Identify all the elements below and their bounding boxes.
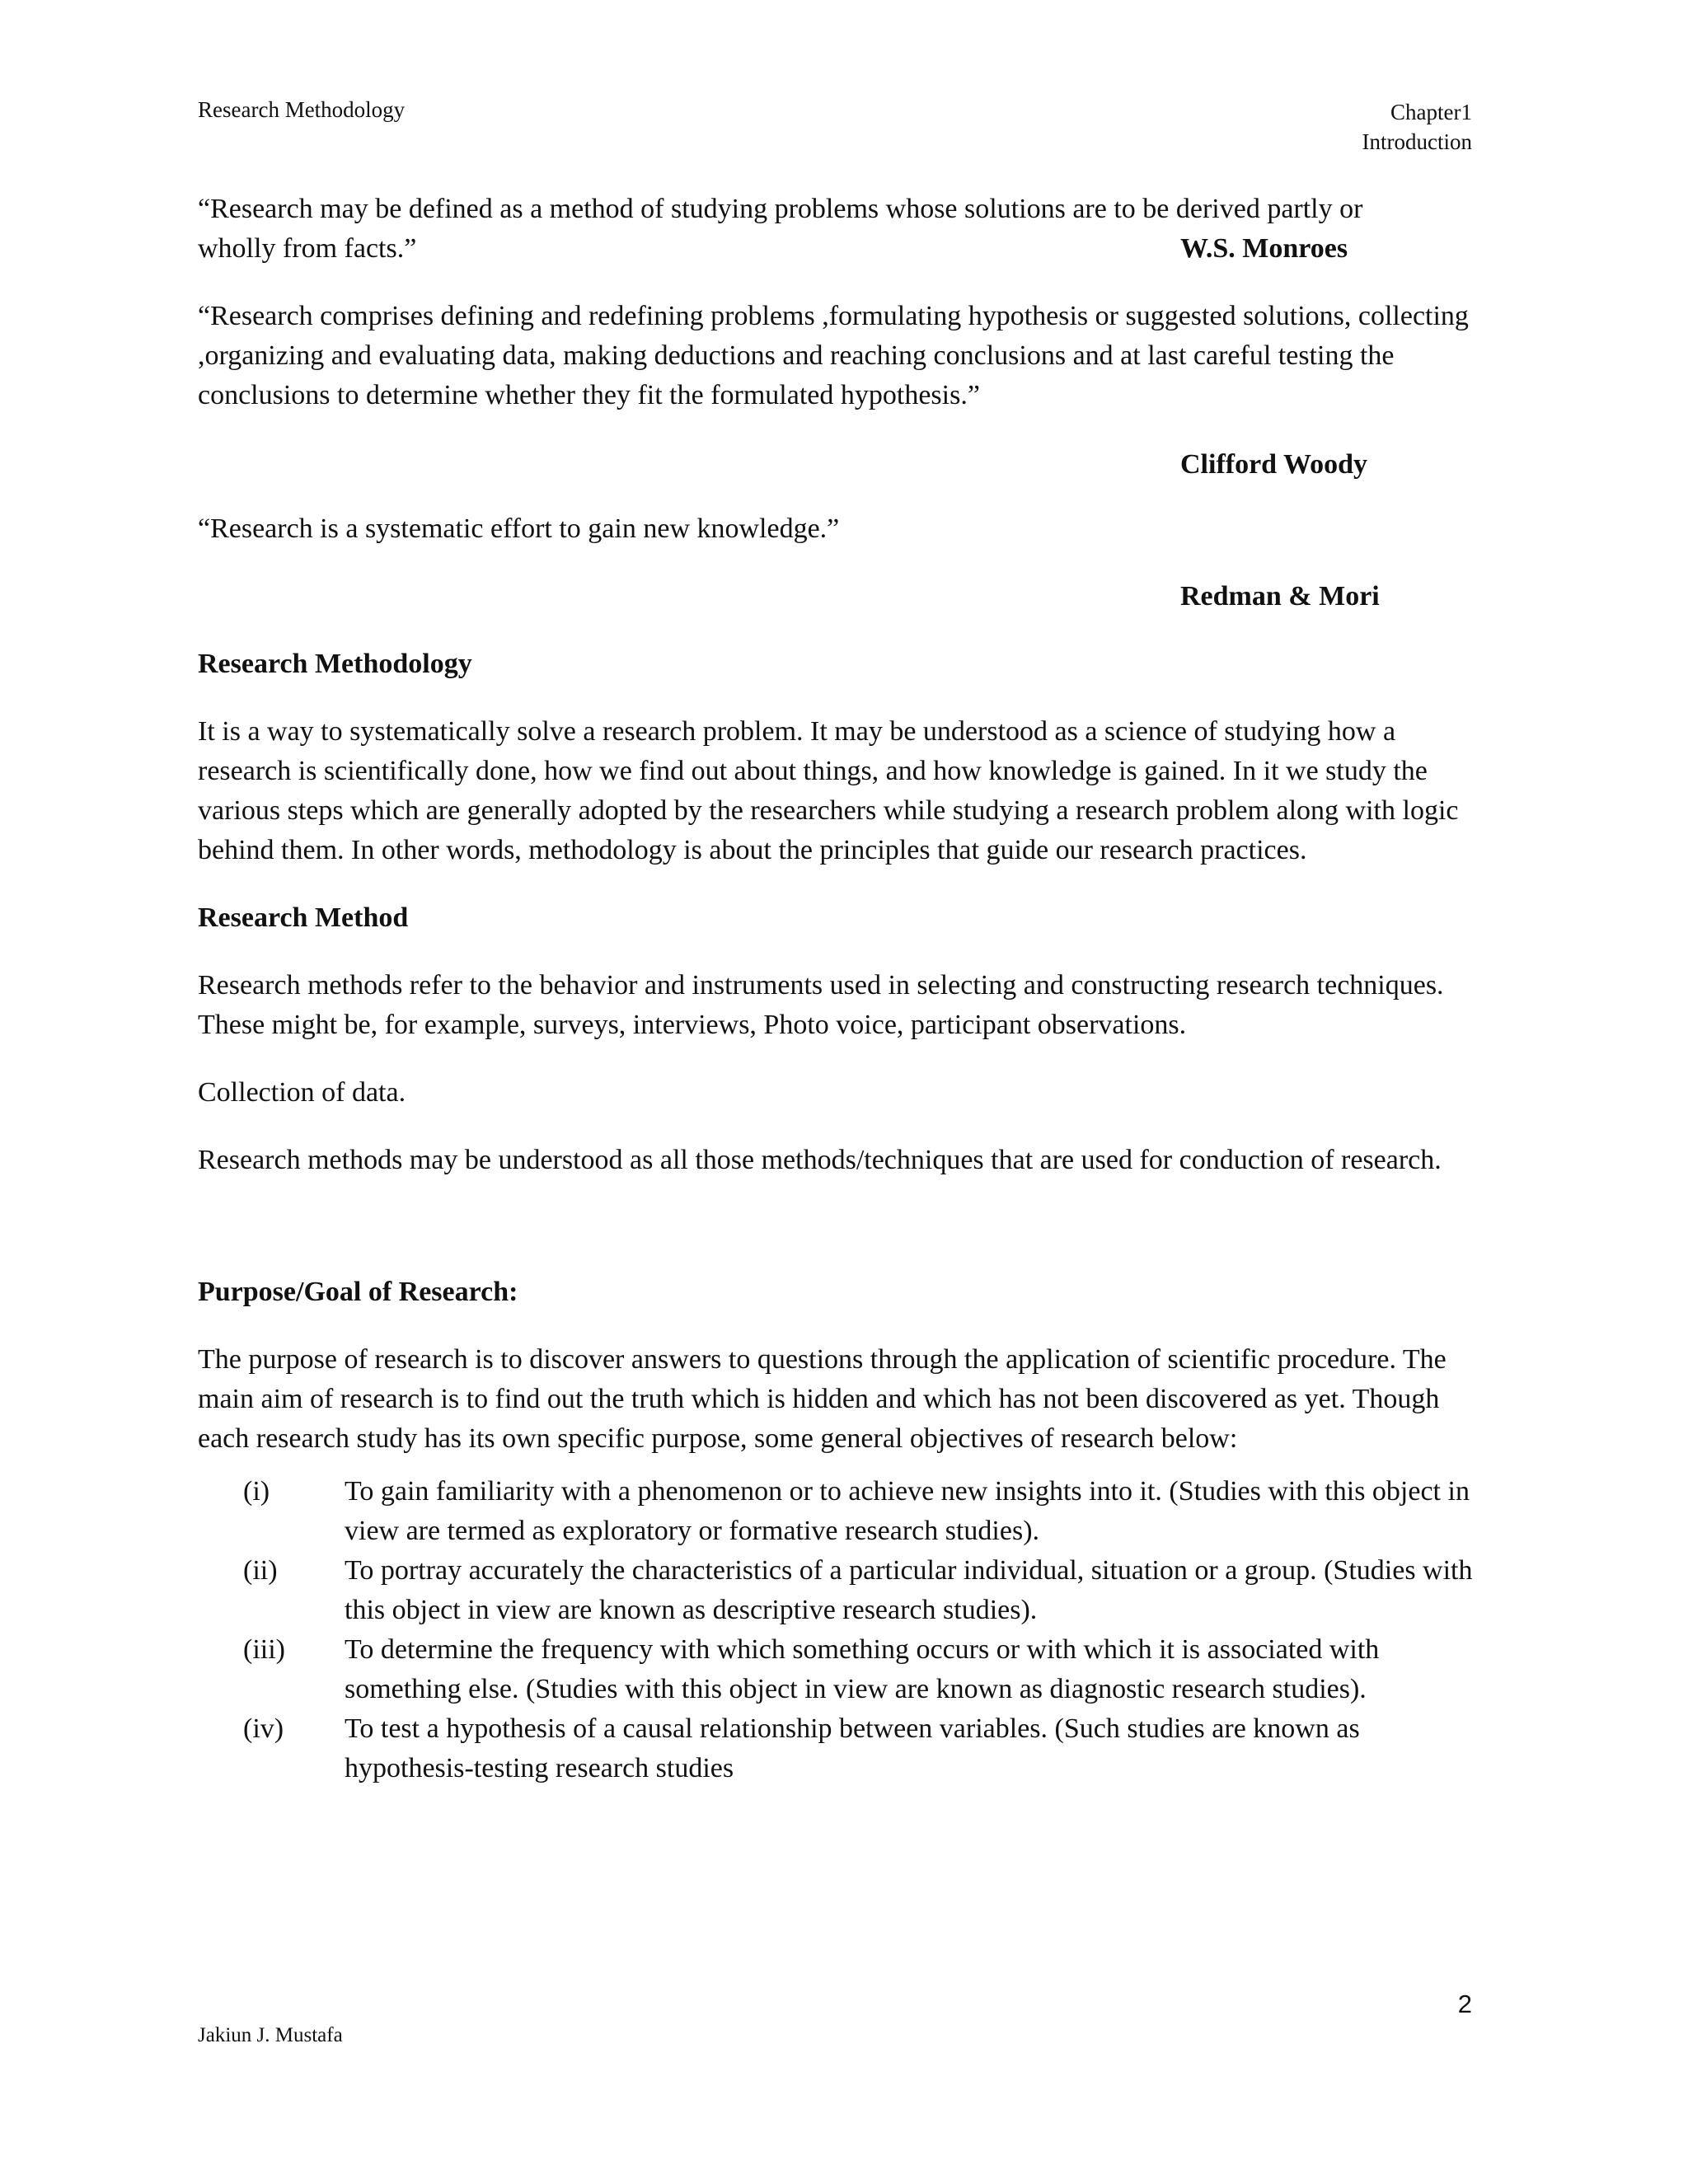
list-item-text: To test a hypothesis of a causal relationship between variables. (Such studies are known as hypothesis-testing research studies <box>345 1713 1360 1783</box>
quote-text: “Research is a systematic effort to gain new knowledge.” <box>198 513 840 544</box>
running-header-chapter <box>1362 97 1472 157</box>
list-item <box>198 1551 1484 1630</box>
list-item <box>198 1472 1484 1551</box>
section-heading-methodology: Research Methodology <box>198 649 472 679</box>
section-heading-method: Research Method <box>198 902 409 933</box>
list-item-text: To determine the frequency with which something occurs or with which it is associated with something else. (Studies with this object in view are known as diagnostic research studies). <box>345 1634 1380 1704</box>
footer-author: Jakiun J. Mustafa <box>198 2024 343 2046</box>
quote-text: “Research may be defined as a method of studying problems whose solutions are to be derived partly or <box>198 194 1363 224</box>
list-item-text: To portray accurately the characteristics of a particular individual, situation or a group. (Studies with this object in view are known as descriptive research studies). <box>345 1555 1473 1625</box>
running-header-title: Research Methodology <box>198 97 406 122</box>
list-item-number: (iii) <box>243 1634 285 1665</box>
list-item <box>198 1630 1484 1709</box>
list-item-number: (iv) <box>243 1713 284 1744</box>
purpose-paragraph: The purpose of research is to discover answers to questions through the application of scientific procedure. The main aim of research is to find out the truth which is hidden and which has not been discovered as yet. Though each research study has its own specific purpose, some general objectives of research below: <box>198 1344 1447 1454</box>
section-heading-purpose: Purpose/Goal of Research: <box>198 1277 518 1307</box>
page-number: 2 <box>1457 1990 1472 2018</box>
methodology-paragraph: It is a way to systematically solve a research problem. It may be understood as a science of studying how a research is scientifically done, how we find out about things, and how knowledge is gained. In it we study the various steps which are generally adopted by the researchers while studying a research problem along with logic behind them. In other words, methodology is about the principles that guide our research practices. <box>198 716 1459 865</box>
list-item-text: To gain familiarity with a phenomenon or to achieve new insights into it. (Studies with this object in view are termed as exploratory or formative research studies). <box>345 1476 1470 1546</box>
header-chapter-label: Chapter1 <box>1390 100 1472 124</box>
quote-monroes <box>198 190 1484 269</box>
list-item <box>198 1709 1484 1788</box>
method-definition-paragraph: Research methods may be understood as all those methods/techniques that are used for conduction of research. <box>198 1145 1442 1175</box>
header-section-label: Introduction <box>1362 129 1472 154</box>
list-item-number: (ii) <box>243 1555 278 1586</box>
objectives-list <box>198 1472 1484 1788</box>
method-paragraph: Research methods refer to the behavior and instruments used in selecting and constructing research techniques. These might be, for example, surveys, interviews, Photo voice, participant observations. <box>198 970 1444 1040</box>
quote-author: W.S. Monroes <box>1180 233 1348 264</box>
collection-of-data-line: Collection of data. <box>198 1077 406 1108</box>
quote-text: “Research comprises defining and redefining problems ,formulating hypothesis or suggested solutions, collecting ,organizing and evaluating data, making deductions and reaching conclusions and at last careful testing the conclusions to determine whether they fit the formulated hypothesis.” <box>198 301 1469 410</box>
list-item-number: (i) <box>243 1476 270 1507</box>
quote-author: Redman & Mori <box>1180 581 1380 612</box>
page-body <box>198 190 1484 1788</box>
quote-text-continued <box>198 229 1484 269</box>
quote-redman-mori <box>198 509 1484 616</box>
quote-text: wholly from facts.” <box>198 233 417 264</box>
quote-woody <box>198 297 1484 485</box>
quote-author: Clifford Woody <box>1180 449 1368 480</box>
